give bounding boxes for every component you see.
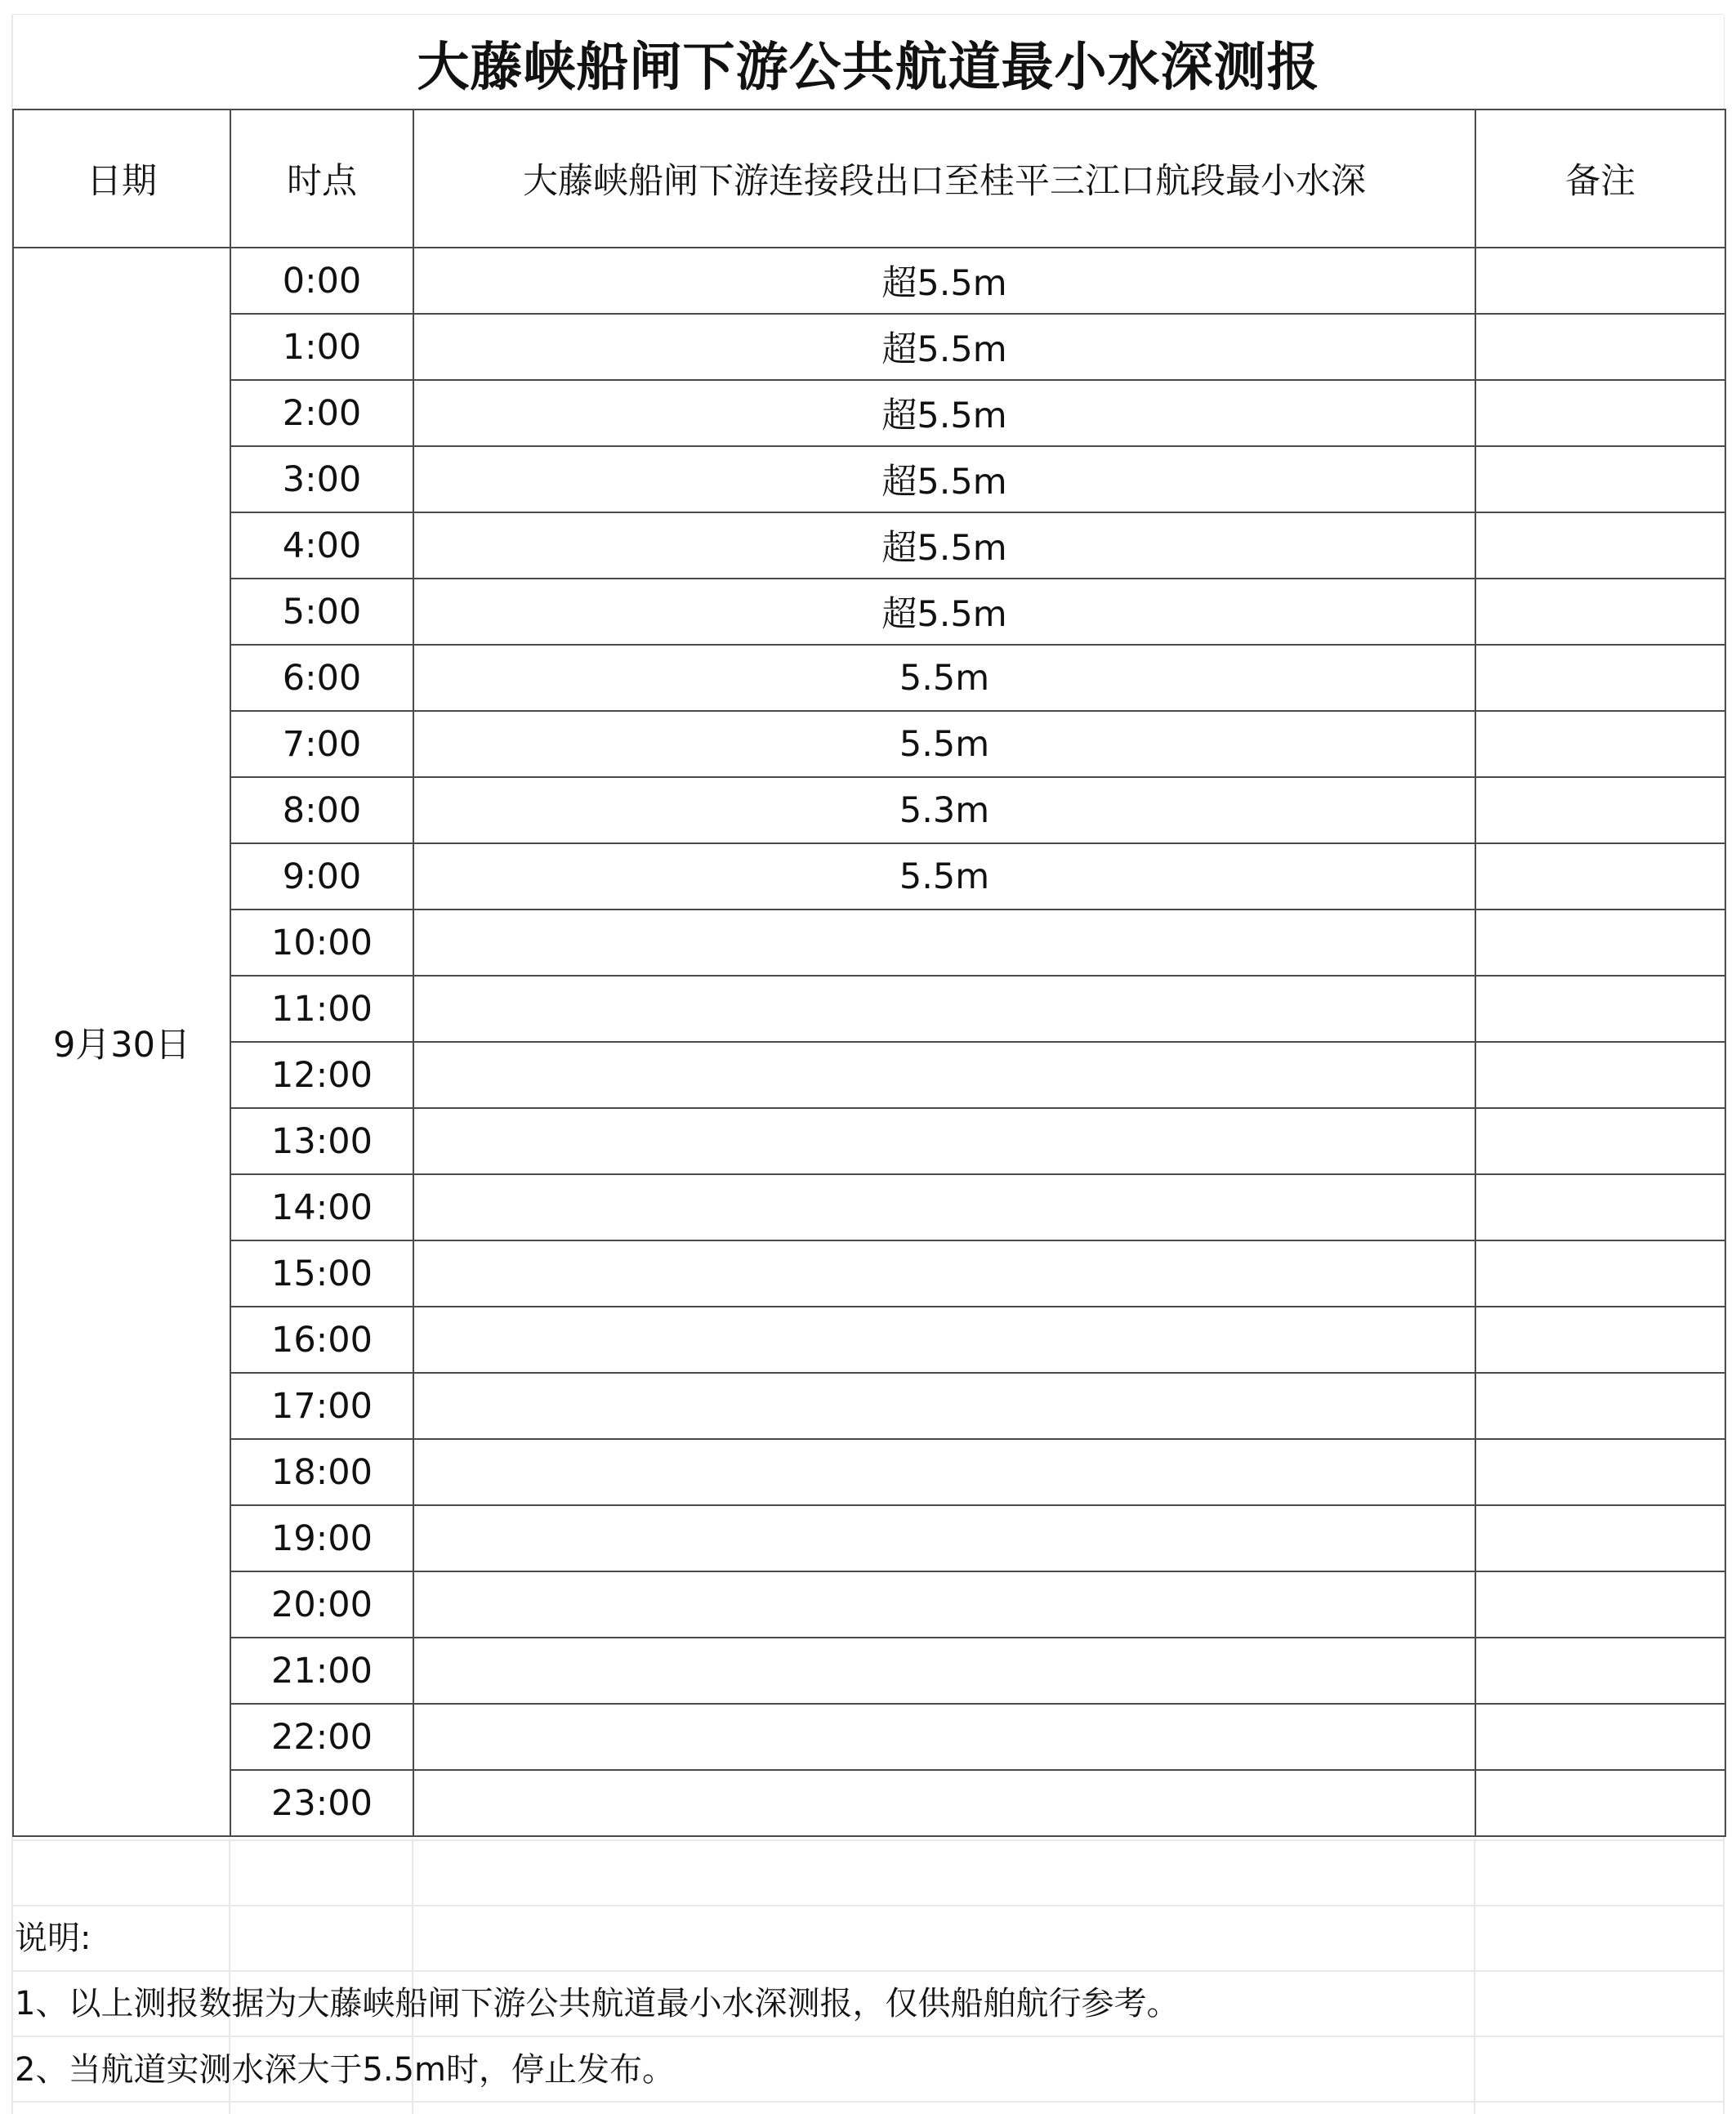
note-item-2: 2、当航道实测水深大于5.5m时，停止发布。 (15, 2051, 676, 2089)
depth-cell (413, 1704, 1475, 1770)
time-cell: 18:00 (230, 1439, 413, 1505)
table-row (13, 579, 1725, 645)
remark-cell (1475, 777, 1725, 843)
depth-cell: 5.5m (413, 645, 1475, 711)
table-row (13, 1638, 1725, 1704)
table-row (13, 976, 1725, 1042)
time-cell: 1:00 (230, 314, 413, 380)
date-cell: 9月30日 (13, 248, 230, 1836)
depth-cell (413, 910, 1475, 976)
remark-cell (1475, 645, 1725, 711)
depth-cell (413, 1439, 1475, 1505)
remark-cell (1475, 248, 1725, 314)
depth-cell (413, 1571, 1475, 1638)
time-cell: 2:00 (230, 380, 413, 446)
table-row (13, 1505, 1725, 1571)
depth-cell: 5.3m (413, 777, 1475, 843)
remark-cell (1475, 1307, 1725, 1373)
table-row (13, 711, 1725, 777)
depth-cell: 5.5m (413, 711, 1475, 777)
depth-cell (413, 976, 1475, 1042)
table-row (13, 380, 1725, 446)
remark-cell (1475, 1373, 1725, 1439)
remark-cell (1475, 512, 1725, 579)
depth-cell (413, 1174, 1475, 1240)
time-cell: 4:00 (230, 512, 413, 579)
remark-cell (1475, 579, 1725, 645)
depth-cell (413, 1638, 1475, 1704)
table-row (13, 1108, 1725, 1174)
table-row (13, 1704, 1725, 1770)
table-body (13, 248, 1725, 1836)
remark-cell (1475, 314, 1725, 380)
time-cell: 15:00 (230, 1240, 413, 1307)
remark-cell (1475, 910, 1725, 976)
note-item-1: 1、以上测报数据为大藤峡船闸下游公共航道最小水深测报，仅供船舶航行参考。 (15, 1985, 1180, 2022)
time-cell: 12:00 (230, 1042, 413, 1108)
depth-cell (413, 1373, 1475, 1439)
time-cell: 23:00 (230, 1770, 413, 1836)
table-row (13, 910, 1725, 976)
remark-cell (1475, 1108, 1725, 1174)
depth-cell (413, 1108, 1475, 1174)
table-row (13, 446, 1725, 512)
time-cell: 10:00 (230, 910, 413, 976)
remark-cell (1475, 976, 1725, 1042)
time-cell: 14:00 (230, 1174, 413, 1240)
remark-cell (1475, 1240, 1725, 1307)
depth-cell (413, 1307, 1475, 1373)
depth-cell (413, 1505, 1475, 1571)
time-cell: 16:00 (230, 1307, 413, 1373)
table-row (13, 1770, 1725, 1836)
remark-cell (1475, 1439, 1725, 1505)
page-title: 大藤峡船闸下游公共航道最小水深测报 (13, 15, 1724, 111)
time-cell: 5:00 (230, 579, 413, 645)
table-row (13, 1240, 1725, 1307)
time-cell: 13:00 (230, 1108, 413, 1174)
remark-cell (1475, 1505, 1725, 1571)
depth-cell (413, 1770, 1475, 1836)
water-depth-table (12, 109, 1726, 1837)
depth-cell: 5.5m (413, 843, 1475, 910)
table-row (13, 314, 1725, 380)
header-date: 日期 (13, 109, 230, 248)
table-row (13, 1042, 1725, 1108)
table-row (13, 512, 1725, 579)
depth-cell: 超5.5m (413, 512, 1475, 579)
header-depth: 大藤峡船闸下游连接段出口至桂平三江口航段最小水深 (413, 109, 1475, 248)
depth-cell: 超5.5m (413, 446, 1475, 512)
depth-cell: 超5.5m (413, 248, 1475, 314)
depth-cell: 超5.5m (413, 380, 1475, 446)
remark-cell (1475, 1638, 1725, 1704)
remark-cell (1475, 1770, 1725, 1836)
remark-cell (1475, 1042, 1725, 1108)
depth-cell (413, 1042, 1475, 1108)
remark-cell (1475, 1571, 1725, 1638)
time-cell: 17:00 (230, 1373, 413, 1439)
remark-cell (1475, 843, 1725, 910)
time-cell: 22:00 (230, 1704, 413, 1770)
table-row (13, 1373, 1725, 1439)
time-cell: 6:00 (230, 645, 413, 711)
time-cell: 21:00 (230, 1638, 413, 1704)
remark-cell (1475, 711, 1725, 777)
notes-title: 说明: (15, 1920, 91, 1957)
table-row (13, 1439, 1725, 1505)
time-cell: 20:00 (230, 1571, 413, 1638)
depth-cell: 超5.5m (413, 579, 1475, 645)
table-header-row (13, 109, 1725, 248)
table-row (13, 843, 1725, 910)
remark-cell (1475, 1174, 1725, 1240)
table-row (13, 777, 1725, 843)
table-row (13, 1307, 1725, 1373)
header-time: 时点 (230, 109, 413, 248)
depth-cell: 超5.5m (413, 314, 1475, 380)
table-row (13, 645, 1725, 711)
table-row (13, 248, 1725, 314)
time-cell: 0:00 (230, 248, 413, 314)
header-remark: 备注 (1475, 109, 1725, 248)
table-row (13, 1174, 1725, 1240)
time-cell: 3:00 (230, 446, 413, 512)
remark-cell (1475, 1704, 1725, 1770)
table-row (13, 1571, 1725, 1638)
time-cell: 19:00 (230, 1505, 413, 1571)
time-cell: 8:00 (230, 777, 413, 843)
time-cell: 7:00 (230, 711, 413, 777)
time-cell: 9:00 (230, 843, 413, 910)
depth-cell (413, 1240, 1475, 1307)
time-cell: 11:00 (230, 976, 413, 1042)
remark-cell (1475, 380, 1725, 446)
remark-cell (1475, 446, 1725, 512)
